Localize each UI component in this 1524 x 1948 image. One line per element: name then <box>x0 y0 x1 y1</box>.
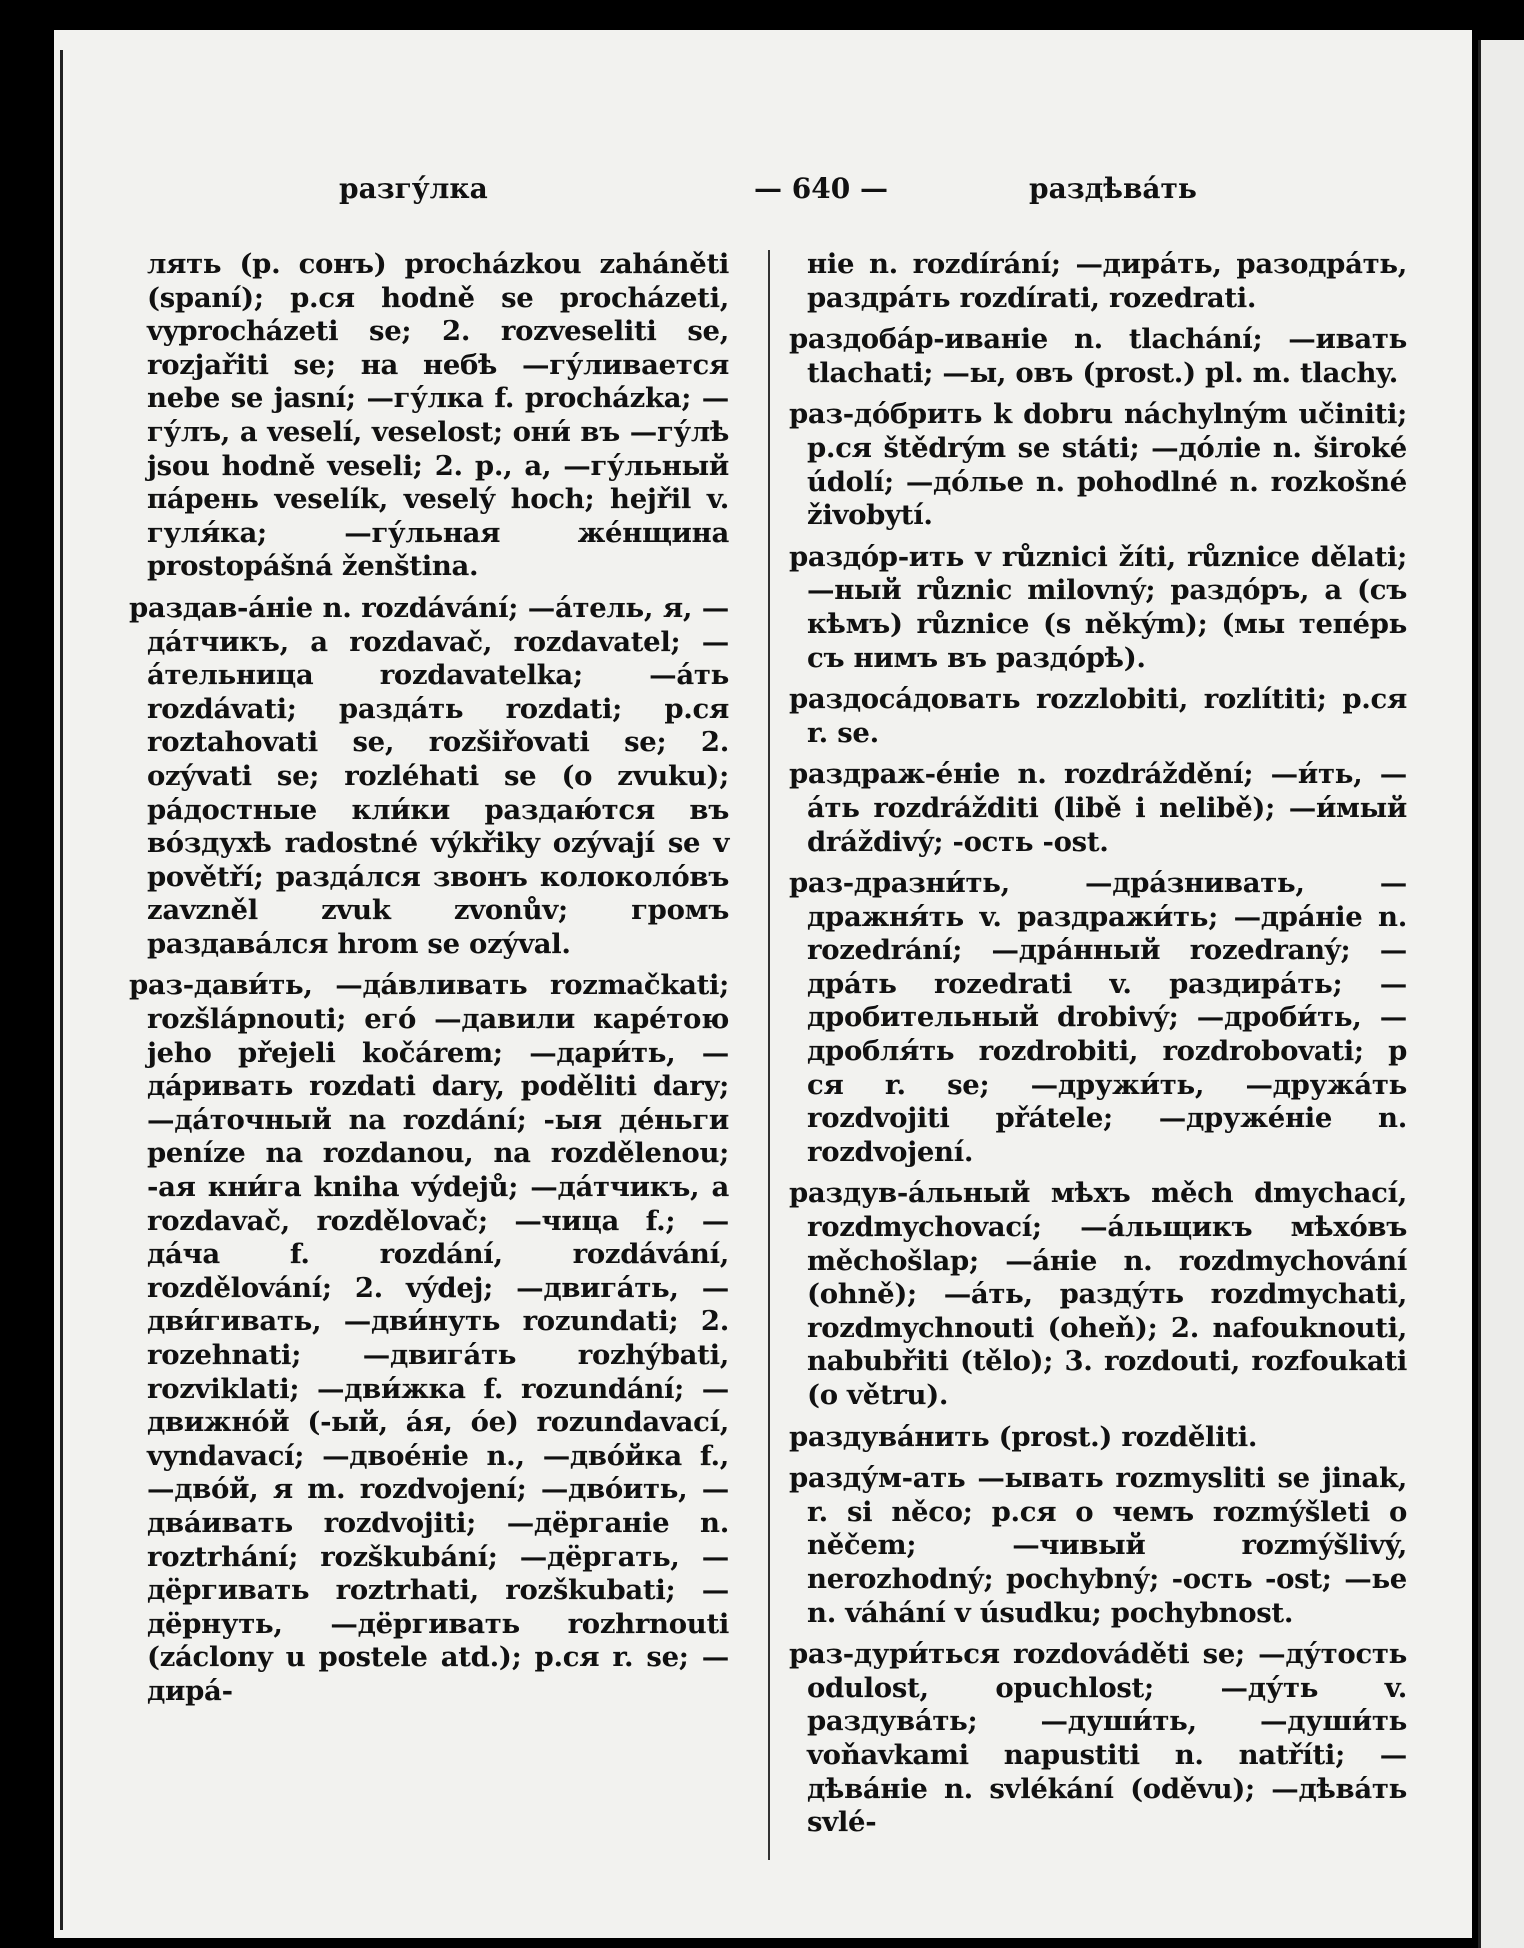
dictionary-entry: раздува́нить (prost.) rozděliti. <box>789 1420 1258 1453</box>
dictionary-entry: раздоса́довать rozzlobiti, rozlítiti; р.ся r. se. <box>789 683 1407 749</box>
adjacent-page-edge <box>1478 40 1524 1948</box>
dictionary-entry: раздув-а́льный мѣхъ měch dmychací, rozdmychovací; —а́льщикъ мѣхо́въ měchošlap; —а́ніе n. rozdmychování (ohně); —а́ть, разду́ть rozdmychati, rozdmychnouti (oheň); 2. nafouknouti, nabubřiti (tělo); 3. rozdouti, rozfoukati (o větru). <box>789 1177 1407 1411</box>
dictionary-entry: разду́м-ать —ывать rozmysliti se jinak, r. si něco; р.ся о чемъ rozmýšleti o něčem; —чивый rozmýšlivý, nerozhodný; pochybný; -ость -ost; —ье n. váhání v úsudku; pochybnost. <box>789 1462 1407 1629</box>
page-edge-rule <box>60 50 63 1930</box>
dictionary-entry: раз-дави́ть, —да́вливать rozmačkati; rozšlápnouti; его́ —давили каре́тою jeho přejeli kočárem; —дари́ть, —да́ривать rozdati dary, poděliti dary; —да́точный na rozdání; -ыя де́ньги peníze na rozdanou, na rozdělenou; -ая кни́га kniha výdejů; —да́тчикъ, а rozdavač, rozdělovač; —чица f.; —да́ча f. rozdání, rozdávání, rozdělování; 2. výdej; —двига́ть, —дви́гивать, —дви́нуть rozundati; 2. rozehnati; —двига́ть rozhýbati, rozviklati; —дви́жка f. rozundání; —движно́й (-ый, а́я, о́е) rozundavací, vyndavací; —двое́ніе n., —дво́йка f., —дво́й, я m. rozdvojení; —дво́ить, —два́ивать rozdvojiti; —дёрганіе n. roztrhání; rozškubání; —дёргать, —дёргивать roztrhati, rozškubati; —дёрнуть, —дёргивать rozhrnouti (záclony u postele atd.); р.ся r. se; —дира́- <box>129 969 729 1707</box>
dictionary-entry: раздраж-е́ніе n. rozdráždění; —и́ть, —а́ть rozdrážditi (libě i nelibě); —и́мый dráždivý; -ость -ost. <box>789 758 1407 858</box>
page-number: — 640 — <box>754 172 888 205</box>
dictionary-entry: ніе n. rozdírání; —дира́ть, разодра́ть, раздра́ть rozdírati, rozedrati. <box>807 248 1407 314</box>
header-right-guideword: раздѣва́ть <box>1029 172 1197 205</box>
header-left-guideword: разгу́лка <box>339 172 488 205</box>
dictionary-entry: лять (р. сонъ) procházkou zaháněti (spaní); р.ся hodně se procházeti, vyprocházeti se; 2. rozveseliti se, rozjařiti se; на небѣ —гу́ливается nebe se jasní; —гу́лка f. procházka; —гу́лъ, а veselí, veselost; они́ въ —гу́лѣ jsou hodně veseli; 2. р., а, —гу́льный па́рень veselík, veselý hoch; hejřil v. гуля́ка; —гу́льная же́нщина prostopášná ženština. <box>147 248 729 583</box>
dictionary-entry: раздав-а́ніе n. rozdávání; —а́тель, я, —да́тчикъ, а rozdavač, rozdavatel; —а́тельница rozdavatelka; —а́ть rozdávati; разда́ть rozdati; р.ся roztahovati se, rozšiřovati se; 2. ozývati se; rozléhati se (o zvuku); ра́достные кли́ки раздаю́тся въ во́здухѣ radostné výkřiky ozývají se v povětří; разда́лся звонъ колоколо́въ zavzněl zvuk zvonův; громъ раздава́лся hrom se ozýval. <box>129 591 729 960</box>
right-column <box>789 248 1407 1848</box>
dictionary-entry: раз-дури́ться rozdováděti se; —ду́тость odulost, opuchlost; —ду́ть v. раздува́ть; —души́ть, —души́ть voňavkami napustiti n. natříti; —дѣва́ніе n. svlékání (oděvu); —дѣва́ть svlé- <box>789 1638 1407 1839</box>
column-divider <box>768 250 770 1860</box>
dictionary-entry: раздо́р-ить v různici žíti, různice dělati; —ный různic milovný; раздо́ръ, а (съ кѣмъ) různice (s někým); (мы тепе́рь съ нимъ въ раздо́рѣ). <box>789 540 1407 674</box>
dictionary-entry: раз-дразни́ть, —дра́знивать, —дражня́ть v. раздражи́ть; —дра́ніе n. rozedrání; —дра́нный rozedraný; —дра́ть rozedrati v. раздира́ть; —дробительный drobivý; —дроби́ть, —дробля́ть rozdrobiti, rozdrobovati; р ся r. se; —дружи́ть, —дружа́ть rozdvojiti přátele; —друже́ніе n. rozdvojení. <box>789 867 1407 1168</box>
dictionary-page <box>54 30 1472 1938</box>
dictionary-entry: раз-до́брить k dobru náchylným učiniti; р.ся štědrým se státi; —до́ліе n. široké údolí; —до́лье n. pohodlné n. rozkošné živobytí. <box>789 398 1407 532</box>
page-header <box>54 172 1472 212</box>
left-column <box>129 248 729 1717</box>
dictionary-entry: раздоба́р-иваніе n. tlachání; —ивать tlachati; —ы, овъ (prost.) pl. m. tlachy. <box>789 323 1407 389</box>
